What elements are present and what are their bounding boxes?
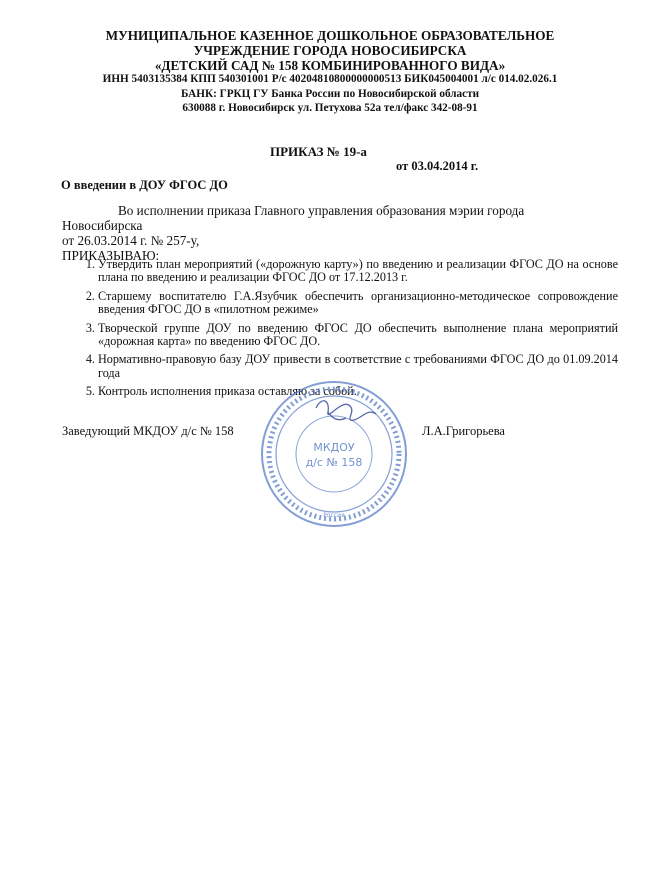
order-item: 4. Нормативно-правовую базу ДОУ привести в соответствие с требованиями ФГОС ДО до 01.09.2014 года [98, 353, 618, 380]
order-item: 3. Творческой группе ДОУ по введению ФГОС ДО обеспечить выполнение плана мероприятий «дорожная карта» по введению ФГОС ДО. [98, 322, 618, 349]
order-date: от 03.04.2014 г. [396, 159, 479, 173]
header-bank-name: БАНК: ГРКЦ ГУ Банка России по Новосибирской области [180, 88, 480, 100]
signature-position: Заведующий МКДОУ д/с № 158 [62, 424, 234, 438]
header-org-line-2: УЧРЕЖДЕНИЕ ГОРОДА НОВОСИБИРСКА [193, 43, 467, 58]
order-item: 1. Утвердить план мероприятий («дорожную карту») по введению и реализации ФГОС ДО на основе плана по введению и реализации ФГОС ДО от 17.12.2013 г. [98, 258, 618, 285]
official-stamp [258, 378, 410, 530]
intro-paragraph [62, 203, 580, 263]
stamp-bottom-text: Россия [323, 512, 345, 519]
signature-name: Л.А.Григорьева [422, 424, 505, 438]
stamp-center-line-2: д/с № 158 [305, 456, 363, 469]
header-address: 630088 г. Новосибирск ул. Петухова 52а тел/факс 342-08-91 [182, 102, 478, 114]
intro-line-3: ПРИКАЗЫВАЮ: [62, 248, 160, 263]
order-title: ПРИКАЗ № 19-а [270, 144, 367, 159]
header-org-line-1: МУНИЦИПАЛЬНОЕ КАЗЕННОЕ ДОШКОЛЬНОЕ ОБРАЗОВАТЕЛЬНОЕ [105, 28, 555, 43]
order-item: 5. Контроль исполнения приказа оставляю за собой. [98, 385, 618, 398]
header-org-line-3: «ДЕТСКИЙ САД № 158 КОМБИНИРОВАННОГО ВИДА» [154, 58, 506, 73]
intro-line-1: Во исполнении приказа Главного управления образования мэрии города Новосибирска [62, 203, 525, 233]
order-item: 2. Старшему воспитателю Г.А.Язубчик обеспечить организационно-методическое сопровождение введения ФГОС ДО в «пилотном режиме» [98, 290, 618, 317]
header-bank-details: ИНН 5403135384 КПП 540301001 Р/с 40204810800000000513 БИК045004001 л/с 014.02.026.1 [102, 73, 558, 85]
stamp-center-line-1: МКДОУ [313, 441, 355, 454]
order-subject: О введении в ДОУ ФГОС ДО [61, 178, 228, 192]
intro-line-2: от 26.03.2014 г. № 257-у, [62, 233, 200, 248]
